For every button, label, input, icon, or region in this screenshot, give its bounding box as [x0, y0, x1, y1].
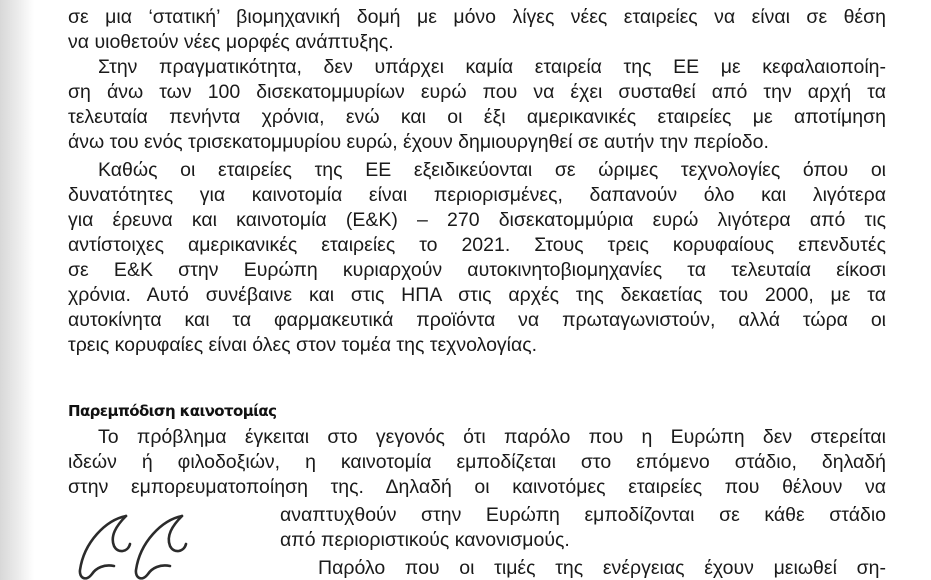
text-line: στην εμπορευματοποίηση της. Δηλαδή οι καινοτόμες εταιρείες που θέλουν να — [68, 476, 886, 498]
text-line: αυτοκίνητα και τα φαρμακευτικά προϊόντα να πρωταγωνιστούν, αλλά τώρα οι — [68, 309, 886, 331]
text-line: σε Ε&Κ στην Ευρώπη κυριαρχούν αυτοκινητοβιομηχανίες τα τελευταία είκοσι — [68, 259, 886, 281]
text-line: για έρευνα και καινοτομία (Ε&Κ) – 270 δισεκατομμύρια ευρώ λιγότερα από τις — [68, 209, 886, 231]
article-column — [68, 0, 886, 580]
text-line: Καθώς οι εταιρείες της ΕΕ εξειδικεύονται σε ώριμες τεχνολογίες όπου οι — [98, 159, 886, 181]
text-line: δυνατότητες για καινοτομία είναι περιορισμένες, δαπανούν όλο και λιγότερα — [68, 184, 886, 206]
section-heading: Παρεμπόδιση καινοτομίας — [68, 402, 277, 420]
text-line: άνω του ενός τρισεκατομμυρίου ευρώ, έχουν δημιουργηθεί σε αυτήν την περίοδο. — [68, 131, 769, 153]
text-line: αντίστοιχες αμερικανικές εταιρείες το 2021. Στους τρεις κορυφαίους επενδυτές — [68, 234, 886, 256]
text-line: ιδεών ή φιλοδοξιών, η καινοτομία εμποδίζεται στο επόμενο στάδιο, δηλαδή — [68, 451, 886, 473]
text-line: Το πρόβλημα έγκειται στο γεγονός ότι παρόλο που η Ευρώπη δεν στερείται — [98, 426, 886, 448]
text-line: αναπτυχθούν στην Ευρώπη εμποδίζονται σε κάθε στάδιο — [280, 504, 886, 526]
text-line: τρεις κορυφαίες είναι όλες στον τομέα της τεχνολογίας. — [68, 334, 538, 356]
text-line: να υιοθετούν νέες μορφές ανάπτυξης. — [68, 31, 394, 53]
text-line: σε μια ‘στατική’ βιομηχανική δομή με μόνο λίγες νέες εταιρείες να είναι σε θέση — [68, 6, 886, 28]
pull-quote-mark-icon — [76, 512, 194, 580]
text-line: χρόνια. Αυτό συνέβαινε και στις ΗΠΑ στις αρχές της δεκαετίας του 2000, με τα — [68, 284, 886, 306]
text-line: Στην πραγματικότητα, δεν υπάρχει καμία εταιρεία της ΕΕ με κεφαλαιοποίη- — [98, 56, 886, 78]
text-line: Παρόλο που οι τιμές της ενέργειας έχουν μειωθεί ση- — [318, 557, 886, 579]
text-line: από περιοριστικούς κανονισμούς. — [280, 529, 570, 551]
text-line: ση άνω των 100 δισεκατομμυρίων ευρώ που να έχει συσταθεί από την αρχή τα — [68, 81, 886, 103]
page-left-margin-shadow — [0, 0, 34, 580]
text-line: τελευταία πενήντα χρόνια, ενώ και οι έξι αμερικανικές εταιρείες με αποτίμηση — [68, 106, 886, 128]
